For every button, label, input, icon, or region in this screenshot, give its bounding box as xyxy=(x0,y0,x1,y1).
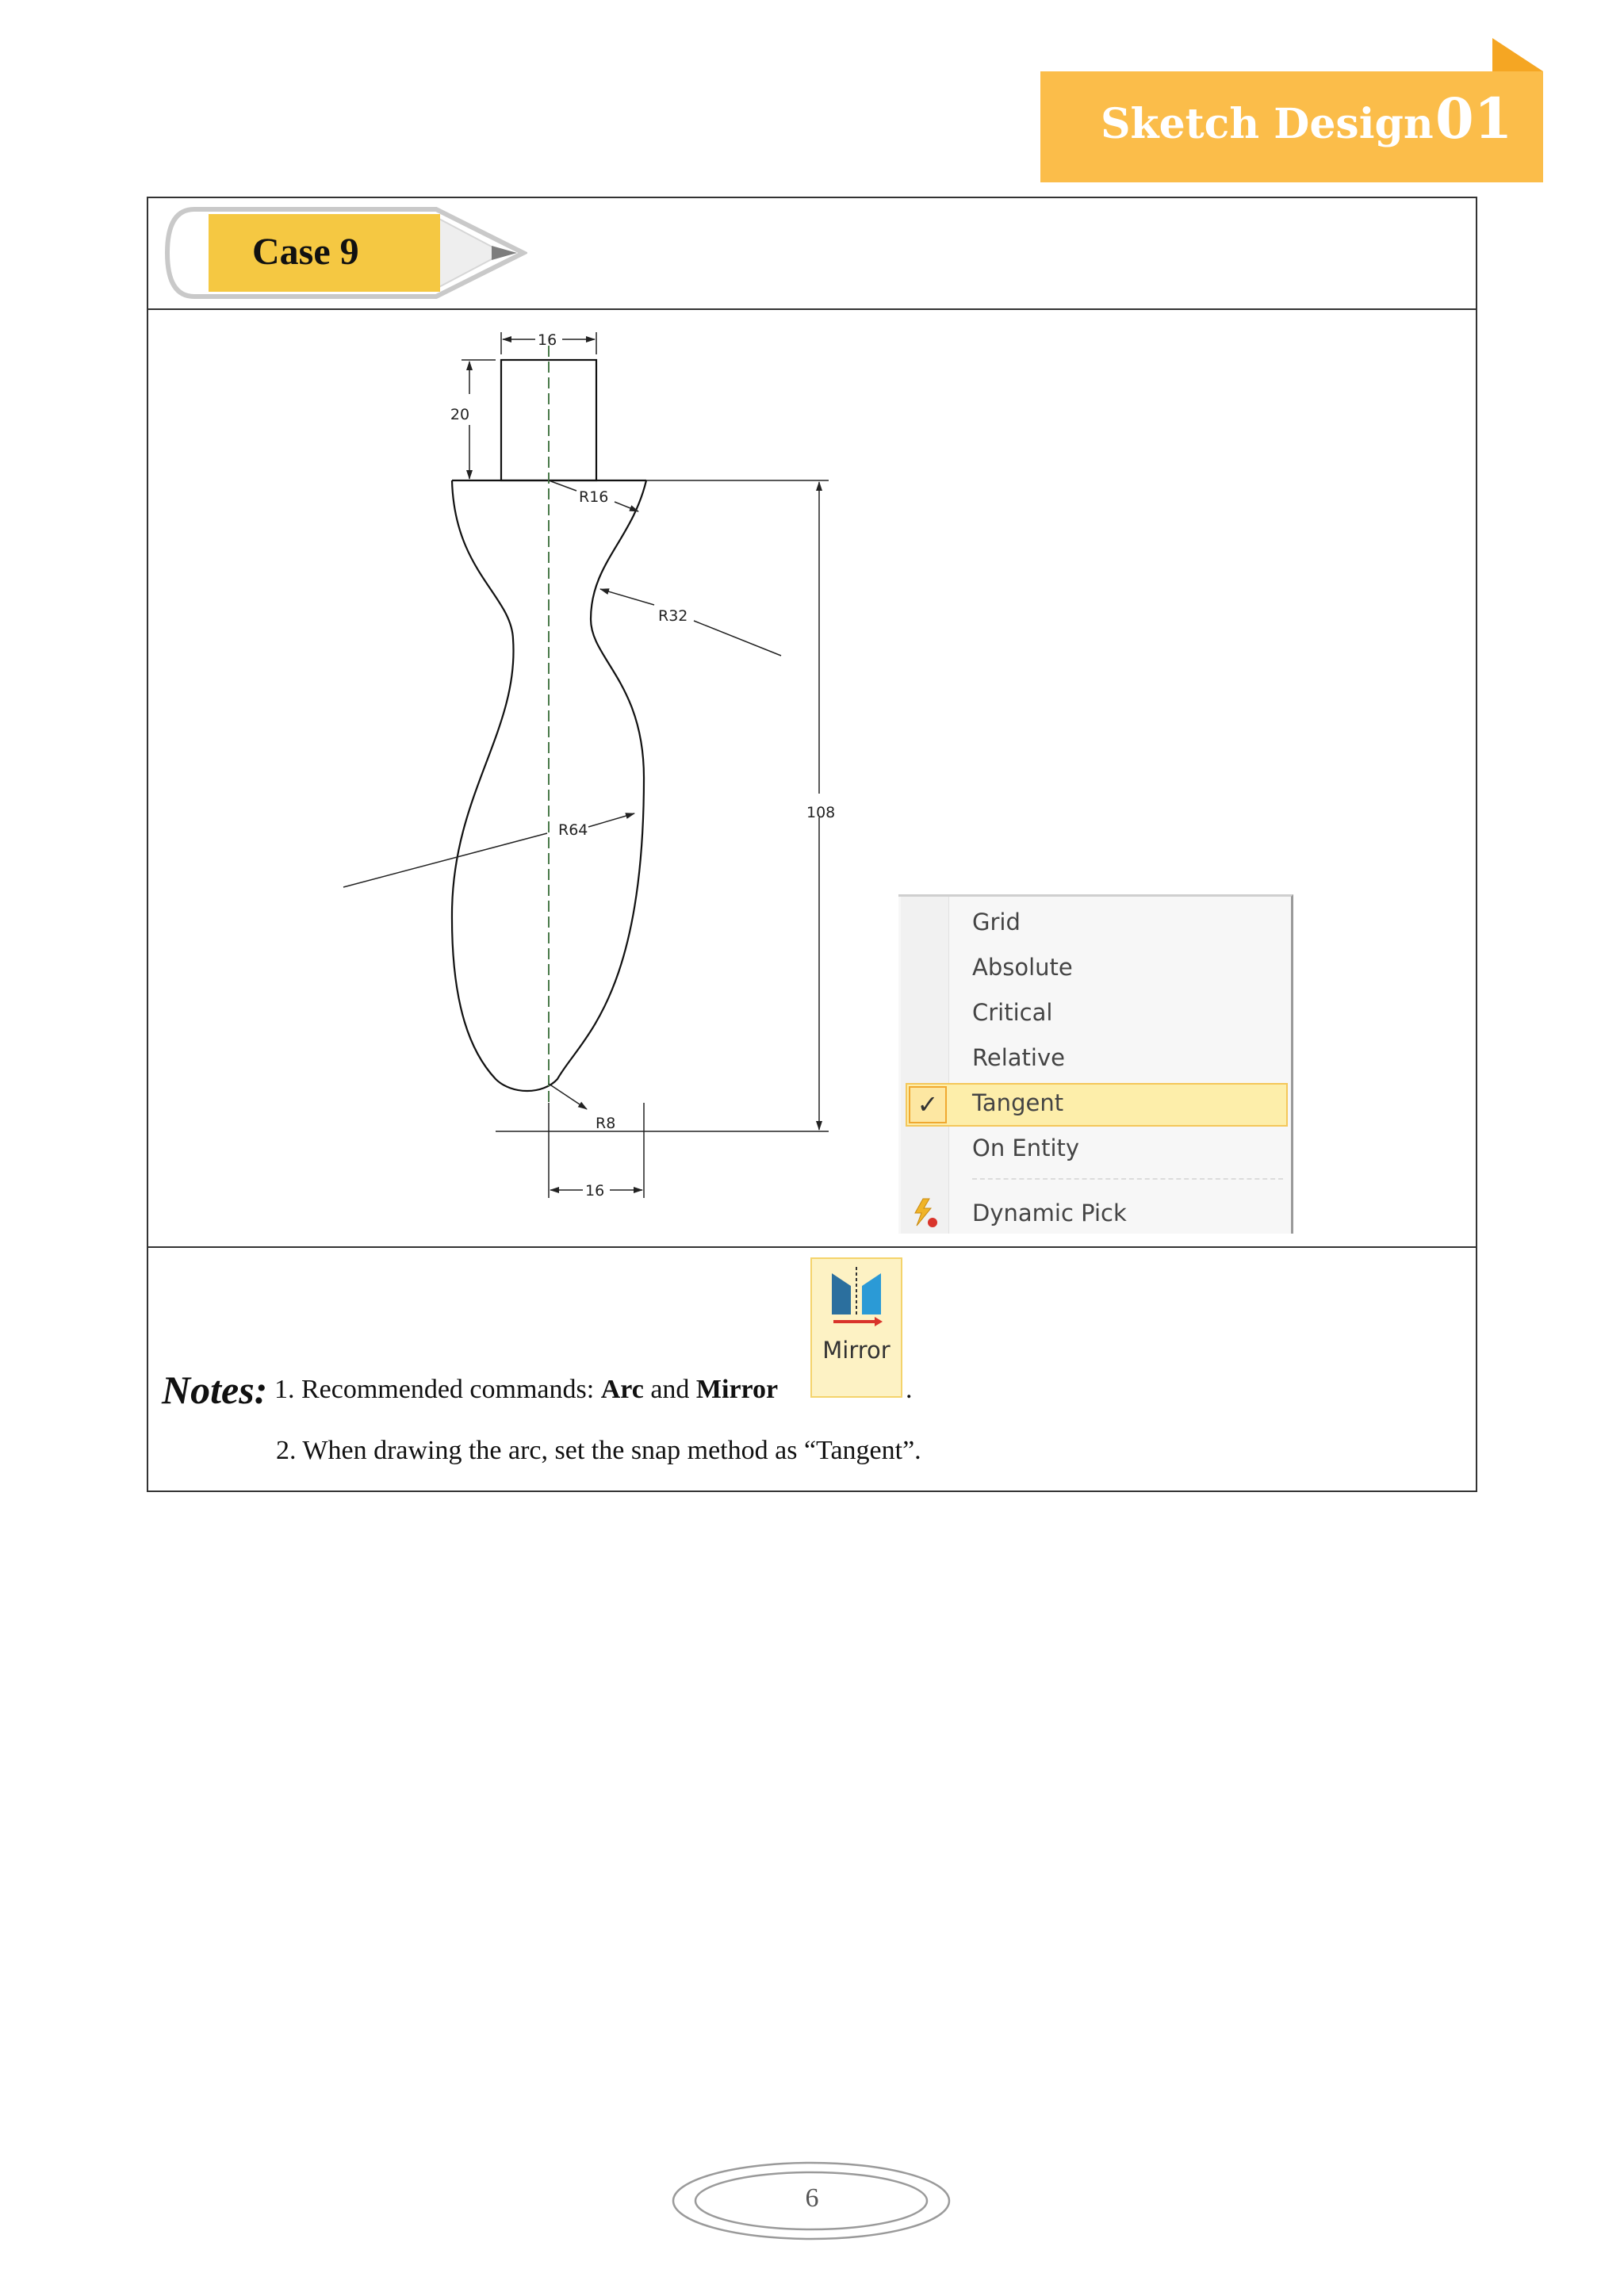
mirror-icon xyxy=(827,1264,886,1327)
dim-total-height: 108 xyxy=(806,804,836,821)
note-1 xyxy=(274,1375,778,1405)
menu-separator xyxy=(972,1178,1283,1180)
menu-item-tangent[interactable]: Tangent xyxy=(972,1089,1064,1116)
dim-r64: R64 xyxy=(558,821,588,839)
note-1-mirror-command: Mirror xyxy=(695,1375,779,1404)
dynamic-pick-icon xyxy=(912,1197,939,1229)
notes-label: Notes: xyxy=(162,1368,268,1412)
dim-r8: R8 xyxy=(596,1115,616,1132)
note-1-prefix: 1. Recommended commands: xyxy=(274,1375,601,1404)
dim-r32: R32 xyxy=(658,607,688,625)
menu-item-absolute[interactable]: Absolute xyxy=(972,954,1073,981)
note-2: 2. When drawing the arc, set the snap method as “Tangent”. xyxy=(276,1436,921,1465)
menu-item-on-entity[interactable]: On Entity xyxy=(972,1135,1080,1161)
dimension-lines xyxy=(343,332,829,1198)
chapter-number: 01 xyxy=(1435,86,1513,151)
dim-bottom-width: 16 xyxy=(585,1182,605,1200)
menu-item-tangent-highlight[interactable] xyxy=(906,1083,1288,1127)
notes-divider xyxy=(147,1246,1477,1248)
note-1-arc-command: Arc xyxy=(600,1375,644,1404)
snap-menu-icon-gutter xyxy=(901,897,949,1234)
dim-neck-height: 20 xyxy=(450,406,470,423)
menu-item-relative[interactable]: Relative xyxy=(972,1044,1065,1071)
tangent-check-icon: ✓ xyxy=(909,1086,947,1123)
case-title: Case 9 xyxy=(252,231,359,273)
note-1-joiner: and xyxy=(643,1375,696,1404)
page-number: 6 xyxy=(805,2183,819,2213)
mirror-button-label: Mirror xyxy=(822,1337,891,1364)
note-1-period: . xyxy=(906,1375,913,1404)
menu-item-dynamic-pick[interactable]: Dynamic Pick xyxy=(972,1200,1127,1226)
menu-item-critical[interactable]: Critical xyxy=(972,999,1053,1026)
header-fold-corner xyxy=(1492,38,1543,71)
chapter-title: Sketch Design xyxy=(1101,100,1434,148)
dim-top-width: 16 xyxy=(538,331,557,349)
dim-r16: R16 xyxy=(579,488,609,506)
menu-item-grid[interactable]: Grid xyxy=(972,909,1021,936)
snap-method-menu xyxy=(898,894,1293,1234)
